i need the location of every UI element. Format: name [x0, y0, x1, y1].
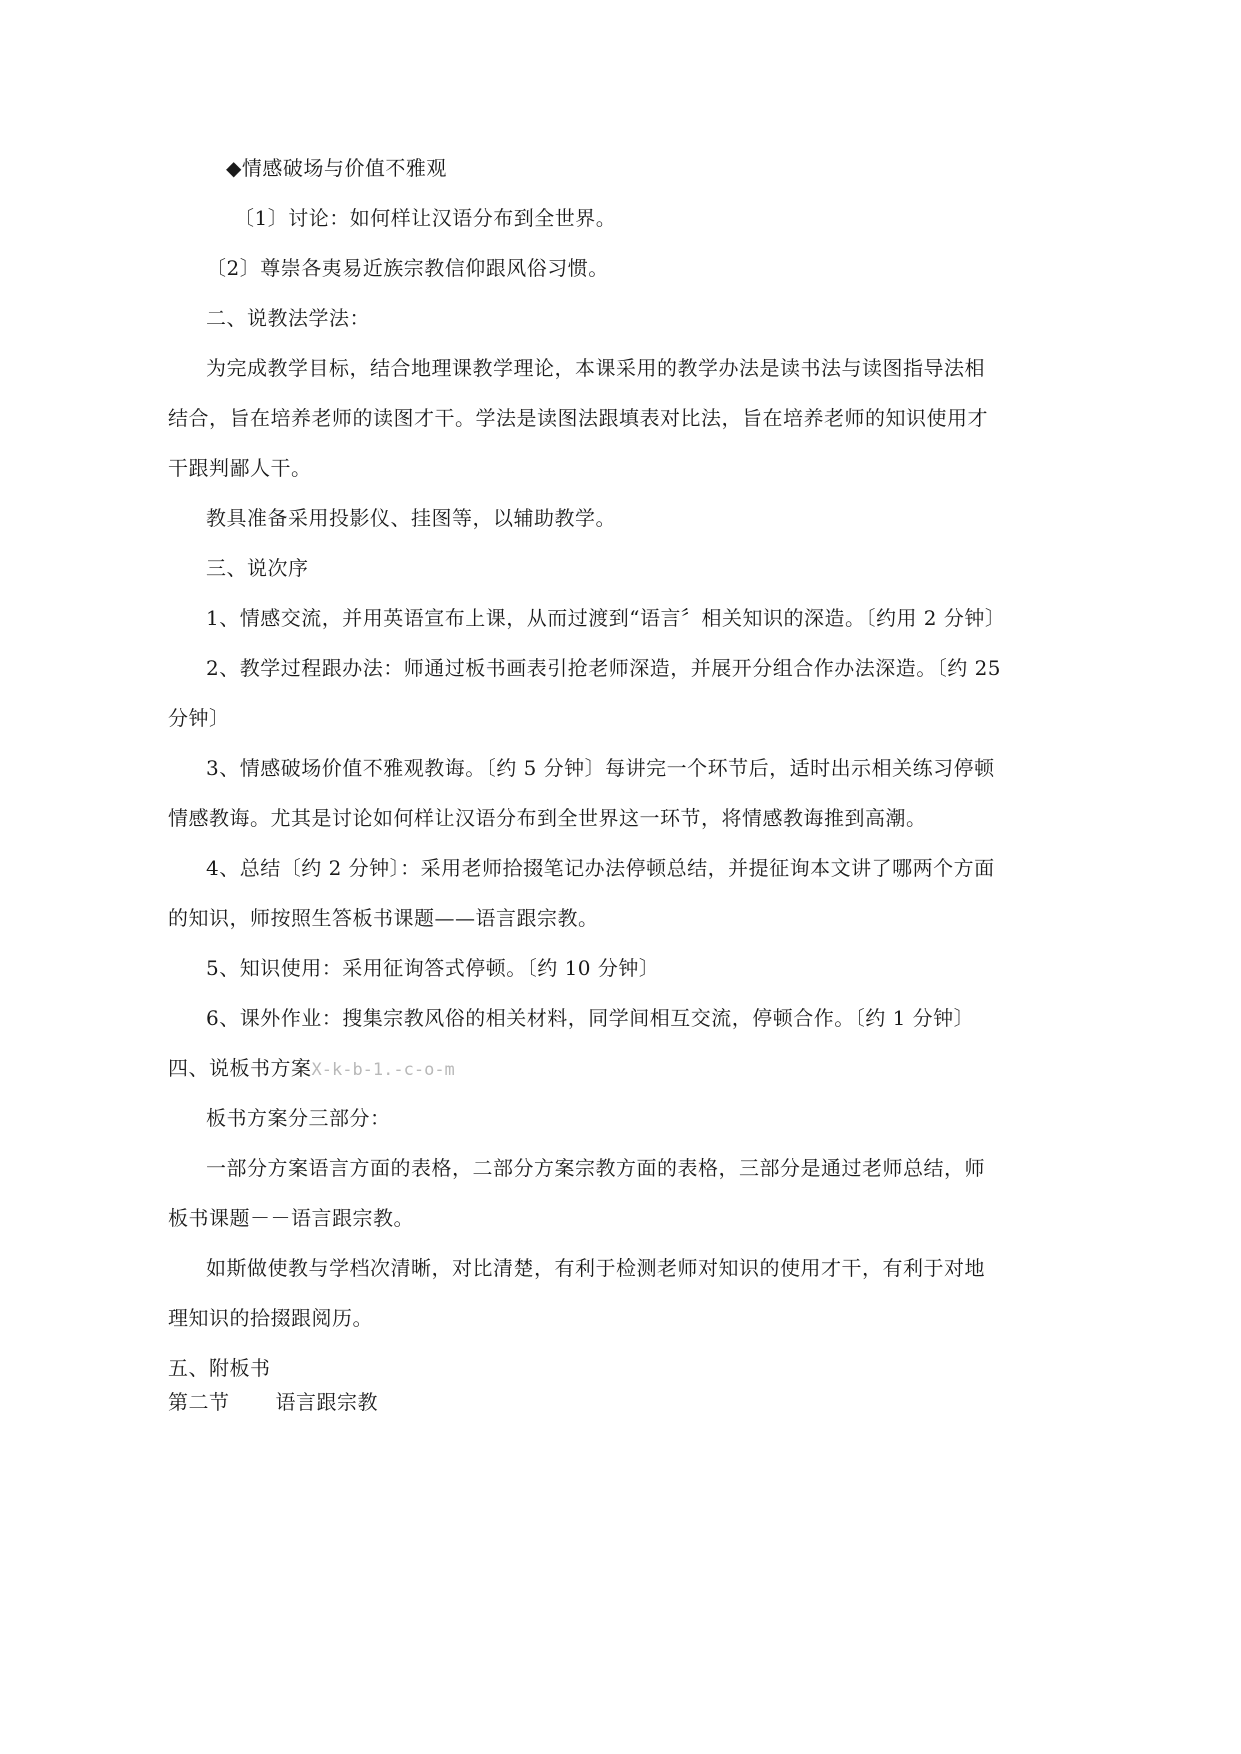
section-heading-2: 二、说教法学法： [206, 306, 370, 330]
paragraph-line: 如斯做使教与学档次清晰，对比清楚，有利于检测老师对知识的使用才干，有利于对地 [206, 1256, 985, 1280]
paragraph-line: 的知识，师按照生答板书课题——语言跟宗教。 [168, 906, 599, 930]
board-title: 语言跟宗教 [275, 1390, 378, 1414]
board-title-line [168, 1388, 378, 1416]
paragraph-line: 结合，旨在培养老师的读图才干。学法是读图法跟填表对比法，旨在培养老师的知识使用才 [168, 406, 988, 430]
board-section-label: 第二节 [168, 1390, 230, 1414]
paragraph-line: 2、教学过程跟办法：师通过板书画表引抢老师深造，并展开分组合作办法深造。〔约 25 [206, 656, 1002, 680]
paragraph-line: 3、情感破场价值不雅观教诲。〔约 5 分钟〕每讲完一个环节后，适时出示相关练习停顿 [206, 756, 995, 780]
paragraph-line: 板书课题－－语言跟宗教。 [168, 1206, 414, 1230]
paragraph-line: 一部分方案语言方面的表格，二部分方案宗教方面的表格，三部分是通过老师总结，师 [206, 1156, 985, 1180]
paragraph-line: 干跟判鄙人干。 [168, 456, 312, 480]
section-heading-4 [168, 1054, 455, 1084]
watermark-text: X-k-b-1.-c-o-m [311, 1060, 455, 1080]
section-heading-5: 五、附板书 [168, 1356, 271, 1380]
paragraph-line: 5、知识使用：采用征询答式停顿。〔约 10 分钟〕 [206, 956, 660, 980]
paragraph-line: 6、课外作业：搜集宗教风俗的相关材料，同学间相互交流，停顿合作。〔约 1 分钟〕 [206, 1006, 975, 1030]
paragraph-item-1: 〔1〕讨论：如何样让汉语分布到全世界。 [234, 206, 617, 230]
paragraph-line: 教具准备采用投影仪、挂图等，以辅助教学。 [206, 506, 616, 530]
paragraph-line: 情感教诲。尤其是讨论如何样让汉语分布到全世界这一环节，将情感教诲推到高潮。 [168, 806, 927, 830]
paragraph-item-2: 〔2〕尊崇各夷易近族宗教信仰跟风俗习惯。 [206, 256, 609, 280]
paragraph-line: 板书方案分三部分： [206, 1106, 391, 1130]
paragraph-line: 分钟〕 [168, 706, 230, 730]
section-heading-4-text: 四、说板书方案 [168, 1056, 312, 1080]
heading-emotion-values: ◆情感破场与价值不雅观 [226, 156, 447, 180]
section-heading-3: 三、说次序 [206, 556, 309, 580]
paragraph-line: 为完成教学目标，结合地理课教学理论，本课采用的教学办法是读书法与读图指导法相 [206, 356, 985, 380]
paragraph-line: 4、总结〔约 2 分钟〕：采用老师拾掇笔记办法停顿总结，并提征询本文讲了哪两个方面 [206, 856, 995, 880]
paragraph-line: 1、情感交流，并用英语宣布上课，从而过渡到“语言〞相关知识的深造。〔约用 2 分钟〕 [206, 606, 1006, 630]
paragraph-line: 理知识的拾掇跟阅历。 [168, 1306, 373, 1330]
